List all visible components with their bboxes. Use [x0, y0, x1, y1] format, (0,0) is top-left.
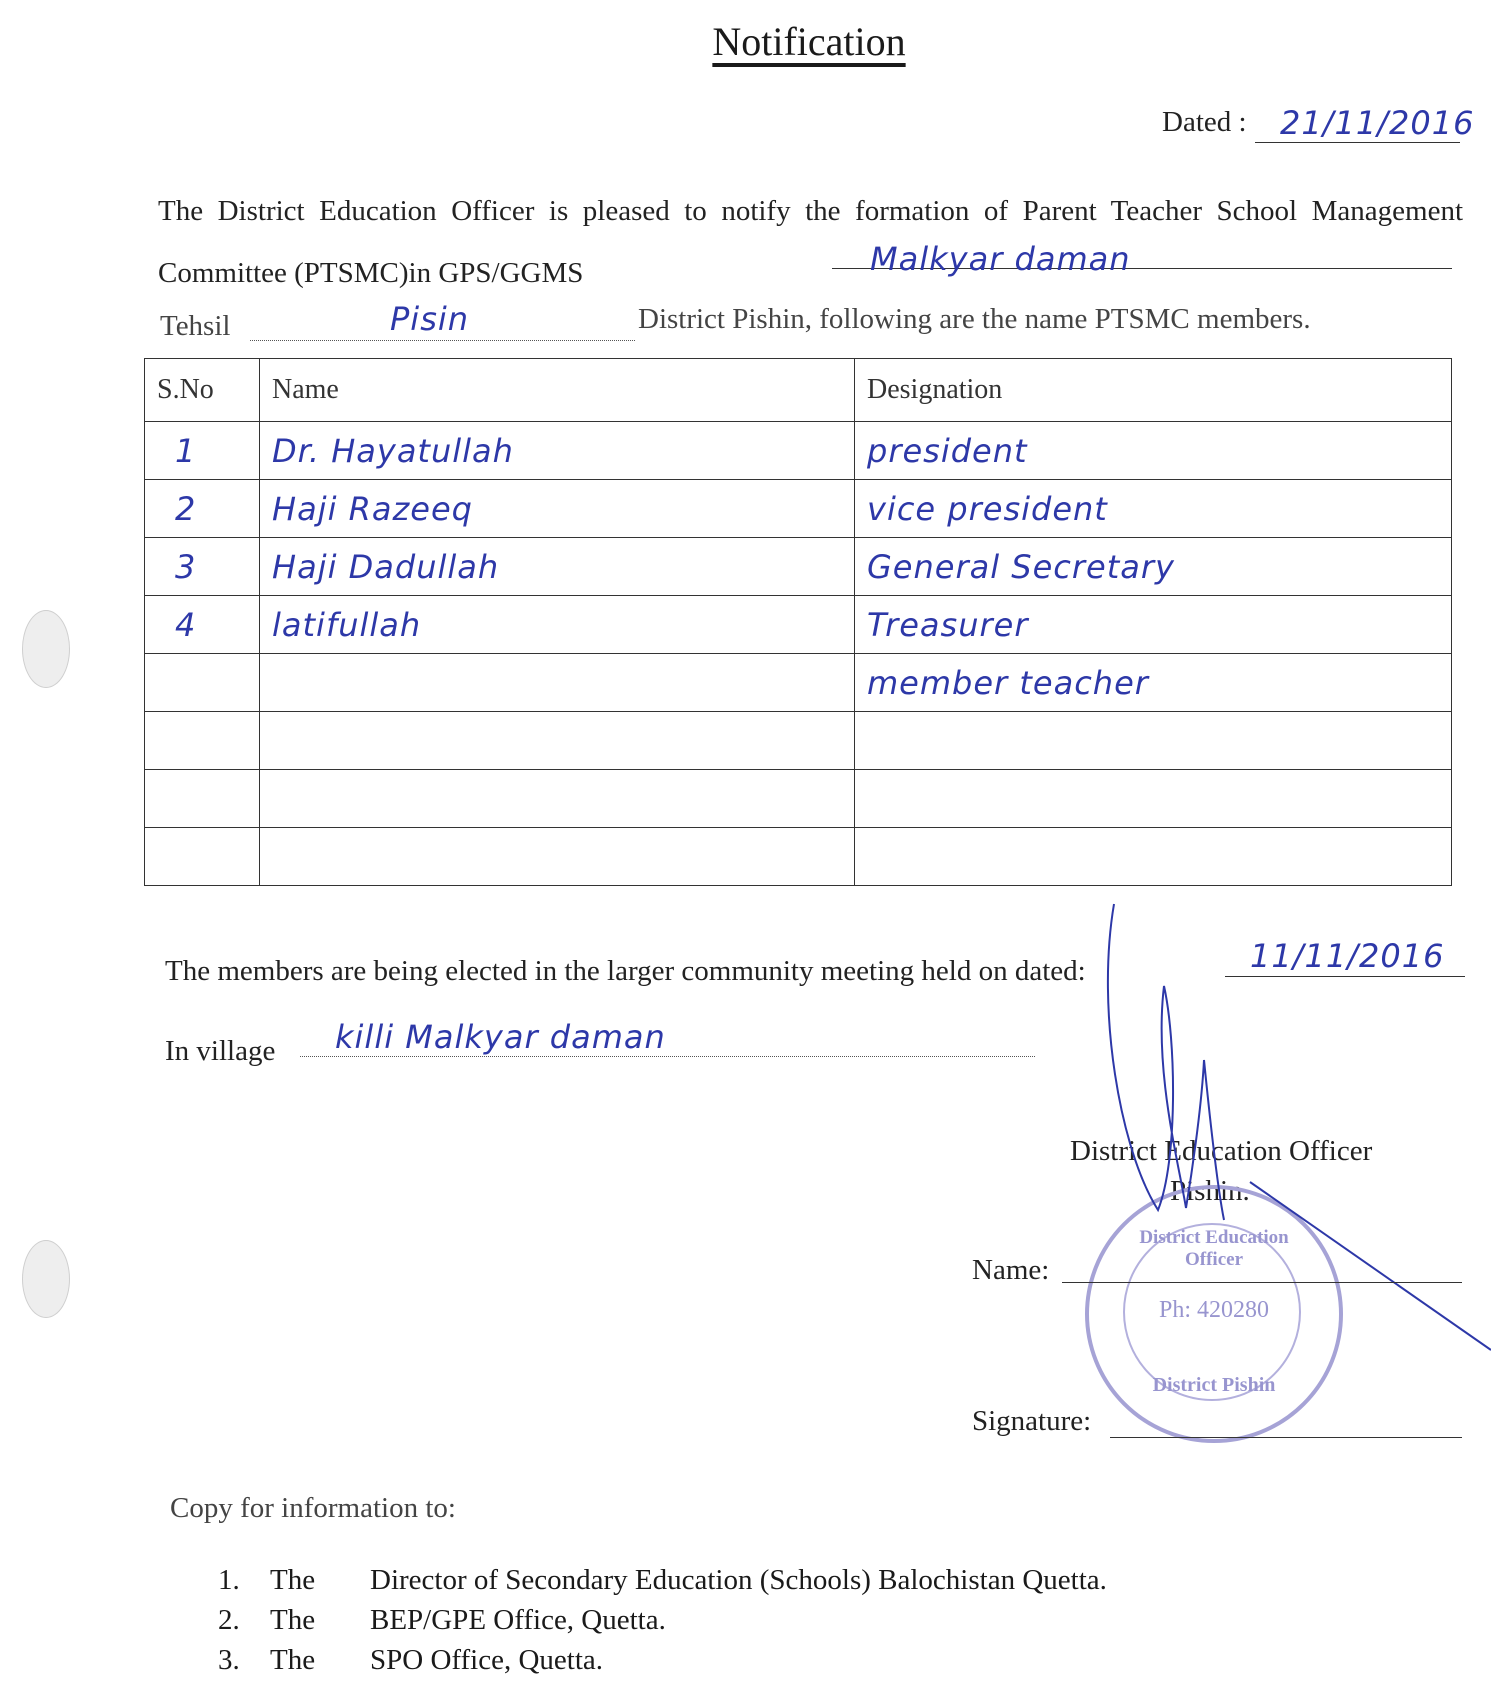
- copy-heading: Copy for information to:: [170, 1492, 456, 1524]
- col-sno-header: S.No: [145, 359, 260, 422]
- designation-cell: president: [855, 422, 1452, 480]
- designation-cell: Treasurer: [855, 596, 1452, 654]
- name-cell: Dr. Hayatullah: [260, 422, 855, 480]
- stamp-text-phone: Ph: 420280: [1158, 1297, 1269, 1323]
- table-row: [145, 422, 1452, 480]
- dated-label: Dated :: [1162, 106, 1247, 138]
- col-name-header: Name: [260, 359, 855, 422]
- name-cell: Haji Razeeq: [260, 480, 855, 538]
- meeting-text: The members are being elected in the larger community meeting held on dated:: [165, 955, 1086, 987]
- intro-text: The District Education Officer is pleased to notify the formation of Parent Teacher School Management Committee (PTSMC)in GPS/GGMS: [158, 195, 1463, 289]
- list-the: The: [270, 1564, 316, 1596]
- notification-title: Notification: [712, 19, 906, 64]
- name-cell: [260, 654, 855, 712]
- list-the: The: [270, 1644, 316, 1676]
- intro-tail: District Pishin, following are the name PTSMC members.: [638, 303, 1311, 335]
- signature-line: [1110, 1405, 1462, 1438]
- designation-cell: General Secretary: [855, 538, 1452, 596]
- signature-label: Signature:: [972, 1405, 1092, 1437]
- sno-cell: 4: [145, 596, 260, 654]
- list-text: Director of Secondary Education (Schools) Balochistan Quetta.: [370, 1564, 1107, 1596]
- sno-cell: 3: [145, 538, 260, 596]
- dated-value: 21/11/2016: [1280, 104, 1475, 142]
- tehsil-label: Tehsil: [160, 310, 231, 342]
- list-number: 3.: [218, 1644, 240, 1676]
- designation-cell: vice president: [855, 480, 1452, 538]
- name-cell: [260, 770, 855, 828]
- table-row: [145, 828, 1452, 886]
- meeting-date: 11/11/2016: [1250, 937, 1445, 975]
- intro-paragraph: [158, 180, 1463, 304]
- school-name: Malkyar daman: [870, 240, 1131, 278]
- village-label: In village: [165, 1035, 276, 1067]
- officer-place: Pishin.: [1170, 1175, 1250, 1207]
- sno-cell: 1: [145, 422, 260, 480]
- list-item: [218, 1600, 1107, 1640]
- punch-hole: [22, 610, 70, 688]
- sno-cell: [145, 712, 260, 770]
- name-cell: Haji Dadullah: [260, 538, 855, 596]
- designation-cell: [855, 712, 1452, 770]
- name-label: Name:: [972, 1254, 1050, 1286]
- signature-scribble: [1100, 890, 1491, 1370]
- table-row: [145, 712, 1452, 770]
- designation-cell: [855, 770, 1452, 828]
- sno-cell: [145, 770, 260, 828]
- table-header-row: [145, 359, 1452, 422]
- name-cell: latifullah: [260, 596, 855, 654]
- village-value: killi Malkyar daman: [335, 1018, 666, 1056]
- list-number: 2.: [218, 1604, 240, 1636]
- list-item: [218, 1560, 1107, 1600]
- copy-list: [218, 1560, 1107, 1680]
- table-row: [145, 538, 1452, 596]
- designation-cell: [855, 828, 1452, 886]
- stamp-text-top: District Education Officer: [1139, 1227, 1289, 1270]
- list-text: BEP/GPE Office, Quetta.: [370, 1604, 666, 1636]
- list-text: SPO Office, Quetta.: [370, 1644, 604, 1676]
- stamp-text-bottom: District Pishin: [1152, 1374, 1276, 1396]
- members-table: [144, 358, 1452, 886]
- col-designation-header: Designation: [855, 359, 1452, 422]
- table-row: [145, 770, 1452, 828]
- designation-cell: member teacher: [855, 654, 1452, 712]
- table-row: [145, 654, 1452, 712]
- list-number: 1.: [218, 1564, 240, 1596]
- table-row: [145, 480, 1452, 538]
- officer-title: District Education Officer: [1070, 1135, 1373, 1167]
- name-cell: [260, 828, 855, 886]
- table-row: [145, 596, 1452, 654]
- list-the: The: [270, 1604, 316, 1636]
- name-line: [1062, 1256, 1462, 1283]
- list-item: [218, 1640, 1107, 1680]
- sno-cell: 2: [145, 480, 260, 538]
- sno-cell: [145, 654, 260, 712]
- name-cell: [260, 712, 855, 770]
- tehsil-value: Pisin: [390, 300, 470, 338]
- sno-cell: [145, 828, 260, 886]
- punch-hole: [22, 1240, 70, 1318]
